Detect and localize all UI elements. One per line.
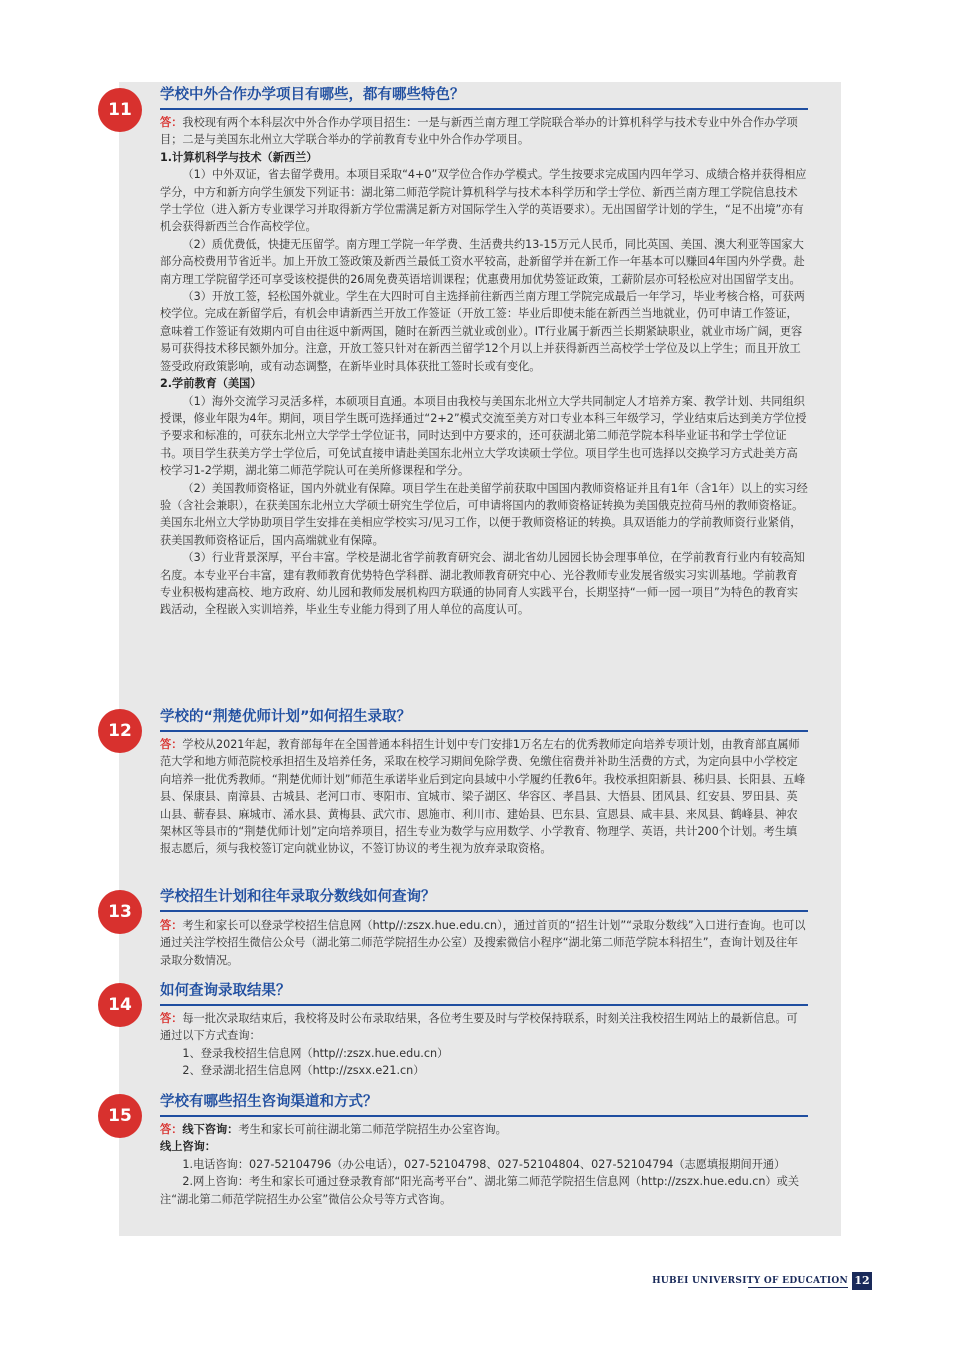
university-name: HUBEI UNIVERSITY OF EDUCATION: [652, 1276, 848, 1286]
offline-label: 线下咨询：: [182, 1123, 239, 1136]
question-title: 学校的“荆楚优师计划”如何招生录取？: [160, 707, 808, 732]
answer-label: 答：: [160, 1123, 183, 1136]
answer-body: 学校从2021年起，教育部每年在全国普通本科招生计划中专门安排1万名左右的优秀教师定向培养专项计划，由教育部直属师范大学和地方师范院校承担招生及培养任务，采取在校学习期间免除学费、免缴住宿费并补助生活费的方式，为定向县中小学校定向培养一批优秀教师。“荆楚优师计划”师范生承诺毕业后到定向县域中小学履约任教6年。我校承担阳新县、秭归县、长阳县、五峰县、保康县、南漳县、古城县、老河口市、枣阳市、宜城市、梁子湖区、华容区、孝昌县、大悟县、团风县、红安县、罗田县、英山县、蕲春县、麻城市、浠水县、黄梅县、武穴市、恩施市、利川市、建始县、巴东县、宣恩县、咸丰县、来凤县、鹤峰县、神农架林区等县市的“荆楚优师计划”定向培养项目，招生专业为数学与应用数学、小学教育、物理学、英语，共计200个计划。考生填报志愿后，须与我校签订定向就业协议，不签订协议的考生视为放弃录取资格。: [160, 738, 806, 856]
answer-block: [160, 917, 808, 969]
paragraph: （3）开放工签，轻松国外就业。学生在大四时可自主选择前往新西兰南方理工学院完成最后一年学习，毕业考核合格，可获两校学位。完成在新留学后，有机会申请新西兰开放工作签证（开放工签：毕业后即使未能在新西兰当地就业，仍可申请工作签证，意味着工作签证有效期内可自由往返中新两国，随时在新西兰就业或创业）。IT行业属于新西兰长期紧缺职业，就业市场广阔，更容易可获得技术移民额外加分。注意，开放工签只针对在新西兰留学12个月以上并获得新西兰高校学士学位及以上学生；而且开放工签受政府政策影响，或有动态调整，在新毕业时具体获批工签时长或有变化。: [160, 290, 805, 373]
list-item: 2.网上咨询：考生和家长可通过登录教育部“阳光高考平台”、湖北第二师范学院招生信息网（http://zszx.hue.edu.cn）或关注“湖北第二师范学院招生办公室”微信公众号等方式咨询。: [160, 1175, 800, 1206]
page-number: 12: [852, 1272, 872, 1290]
answer-label: 答：: [160, 1012, 183, 1025]
question-title: 学校有哪些招生咨询渠道和方式？: [160, 1092, 808, 1117]
online-label: 线上咨询：: [160, 1140, 216, 1154]
answer-label: 答：: [160, 919, 183, 932]
footer-underline: [748, 1287, 848, 1288]
paragraph: （2）美国教师资格证，国内外就业有保障。项目学生在赴美留学前获取中国国内教师资格证并且有1年（含1年）以上的实习经验（含社会兼职），在获美国东北州立大学硕士研究生学位后，可申请将国内的教师资格证转换为美国俄克拉荷马州的教师资格证。美国东北州立大学协助项目学生安排在美相应学校实习/见习工作，以便于教师资格证的转换。具双语能力的学前教师资行业紧俏，获美国教师资格证后，国内高端就业有保障。: [160, 481, 808, 547]
subheading: 2.学前教育（美国）: [160, 377, 262, 391]
answer-label: 答：: [160, 116, 183, 129]
question-title: 学校中外合作办学项目有哪些，都有哪些特色？: [160, 85, 808, 110]
question-number-badge: 13: [98, 890, 142, 934]
answer-block: [160, 1121, 808, 1208]
offline-text: 考生和家长可前往湖北第二师范学院招生办公室咨询。: [238, 1123, 507, 1136]
paragraph: （1）中外双证，省去留学费用。本项目采取“4+0”双学位合作办学模式。学生按要求完成国内四年学习、成绩合格并获得相应学分，中方和新方向学生颁发下列证书：湖北第二师范学院计算机科学与技术本科学历和学士学位、新西兰南方理工学院信息技术学士学位（进入新方专业课学习并取得新方学位需满足新方对国际学生入学的英语要求）。无出国留学计划的学生，“足不出境”亦有机会获得新西兰合作高校学位。: [160, 168, 807, 234]
answer-label: 答：: [160, 738, 183, 751]
question-number-badge: 14: [98, 983, 142, 1027]
list-item: 1.电话咨询：027-52104796（办公电话），027-52104798、027-52104804、027-52104794（志愿填报期间开通）: [182, 1157, 786, 1171]
question-title: 如何查询录取结果？: [160, 981, 808, 1006]
question-number-badge: 12: [98, 709, 142, 753]
question-number-badge: 15: [98, 1094, 142, 1138]
paragraph: （2）质优费低，快捷无压留学。南方理工学院一年学费、生活费共约13-15万元人民币，同比英国、美国、澳大利亚等国家大部分高校费用节省近半。加上开放工签政策及新西兰最低工资水平较高，赴新留学并在新工作一年基本可以赚回4年国内外学费。赴南方理工学院留学还可享受该校提供的26周免费英语培训课程；优惠费用加优势签证政策，工薪阶层亦可轻松应对出国留学支出。: [160, 237, 805, 286]
answer-body: 考生和家长可以登录学校招生信息网（http//:zszx.hue.edu.cn），通过首页的“招生计划”“录取分数线”入口进行查询。也可以通过关注学校招生微信公众号（湖北第二师范学院招生办公室）及搜索微信小程序“湖北第二师范学院本科招生”，查询计划及往年录取分数情况。: [160, 919, 806, 967]
answer-body: 每一批次录取结束后，我校将及时公布录取结果，各位考生要及时与学校保持联系，时刻关注我校招生网站上的最新信息。可通过以下方式查询：: [160, 1012, 798, 1043]
question-title: 学校招生计划和往年录取分数线如何查询？: [160, 887, 808, 912]
answer-block: [160, 736, 808, 858]
answer-block: [160, 1010, 808, 1080]
list-item: 2、登录湖北招生信息网（http://zsxx.e21.cn）: [182, 1064, 425, 1078]
page-footer: [652, 1272, 872, 1292]
paragraph: （1）海外交流学习灵活多样，本硕项目直通。本项目由我校与美国东北州立大学共同制定人才培养方案、教学计划、共同组织授课，修业年限为4年。期间，项目学生既可选择通过“2+2”模式交流至美方对口专业本科三年级学习，学业结束后达到美方学位授予要求和标准的，可获东北州立大学学士学位证书，同时达到中方要求的，还可获湖北第二师范学院本科毕业证书和学士学位证书。项目学生获美方学士学位后，可免试直接申请赴美国东北州立大学攻读硕士学位。项目学生也可选择以交换学习方式赴美方高校学习1-2学期，湖北第二师范学院认可在美所修课程和学分。: [160, 394, 807, 478]
paragraph: （3）行业背景深厚，平台丰富。学校是湖北省学前教育研究会、湖北省幼儿园园长协会理事单位，在学前教育行业内有较高知名度。本专业平台丰富，建有教师教育优势特色学科群、湖北教师教育研究中心、光谷教师专业发展省级实习实训基地。学前教育专业积极构建高校、地方政府、幼儿园和教师发展机构四方联通的协同育人实践平台，长期坚持“一师一园一项目”为特色的教育实践活动，全程嵌入实训培养，毕业生专业能力得到了用人单位的高度认可。: [160, 551, 805, 617]
question-number-badge: 11: [98, 88, 142, 132]
answer-block: [160, 114, 808, 619]
subheading: 1.计算机科学与技术（新西兰）: [160, 150, 318, 164]
answer-intro: 我校现有两个本科层次中外合作办学项目招生：一是与新西兰南方理工学院联合举办的计算机科学与技术专业中外合作办学项目；二是与美国东北州立大学联合举办的学前教育专业中外合作办学项目。: [160, 116, 798, 147]
list-item: 1、登录我校招生信息网（http//:zszx.hue.edu.cn）: [182, 1046, 449, 1060]
